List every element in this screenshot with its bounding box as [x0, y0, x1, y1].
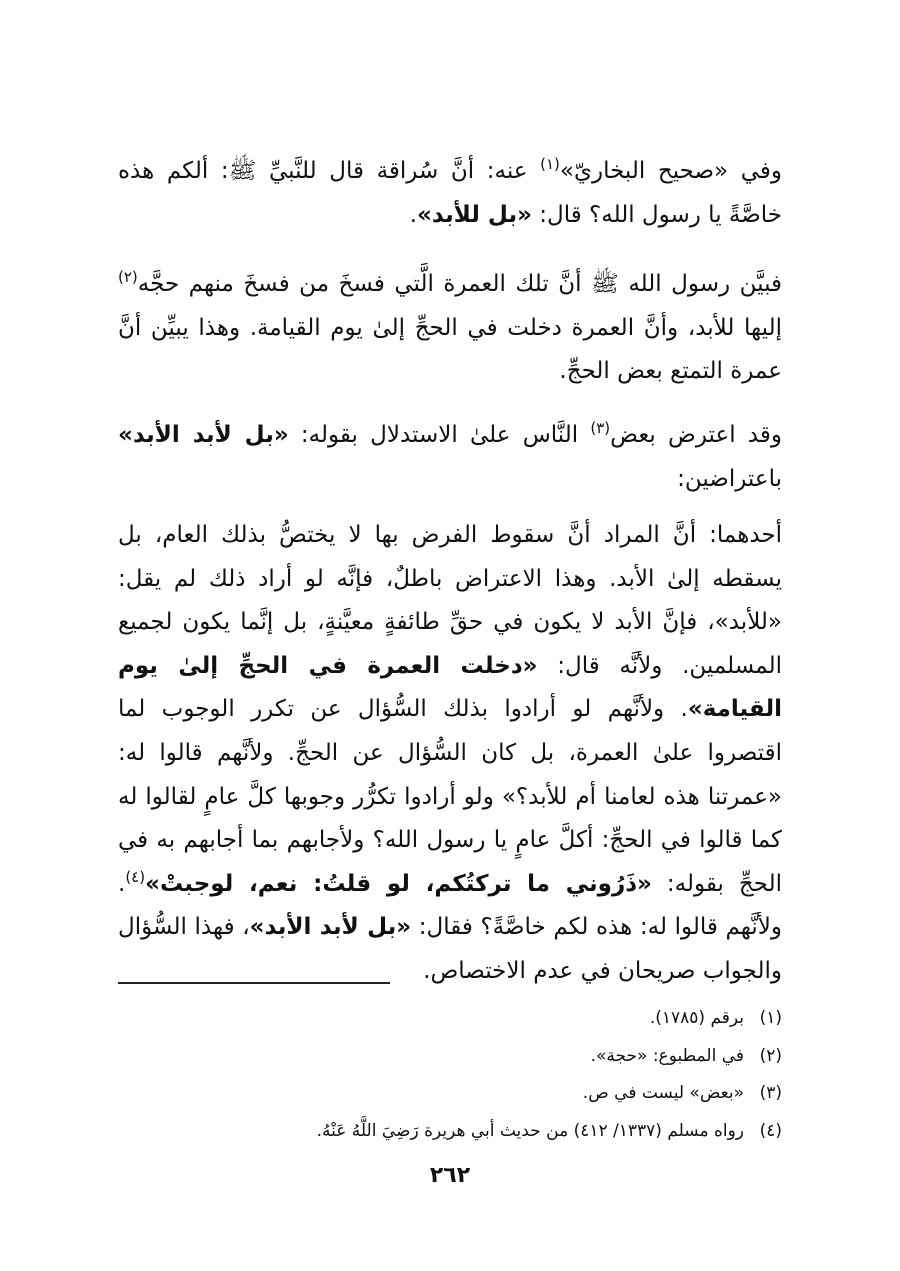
text: . ولأنَّهم لو أرادوا بذلك السُّؤال عن تكرر الوجوب لما اقتصروا علىٰ العمرة، بل كان السُّؤال عن الحجِّ. ولأنَّهم قالوا له: «عمرتنا هذه لعامنا أم للأبد؟» ولو أرادوا تكرُّر وجوبها كلَّ عامٍ لقالوا له كما قالوا في الحجِّ: أكلَّ عامٍ يا رسول الله؟ ولأجابهم بما أجابهم به في الحجِّ بقوله: [118, 696, 782, 897]
footnote-number: (٣) [759, 1083, 782, 1103]
footnote-text: برقم (١٧٨٥). [649, 1008, 744, 1028]
footnote-number: (٢) [759, 1045, 782, 1066]
footnote-3 [118, 1075, 782, 1113]
text: فبيَّن رسول الله ﷺ أنَّ تلك العمرة الَّتي فسخَ من فسخَ منهم حجَّه [137, 271, 782, 297]
footnote-text: «بعض» ليست في ص. [582, 1083, 744, 1103]
footnote-separator [118, 982, 390, 984]
paragraph-1 [118, 150, 782, 237]
text: . ولأنَّهم قالوا له: هذه لكم خاصَّةً؟ فقال: [118, 870, 782, 941]
paragraph-2 [118, 263, 782, 394]
hadith-quote: «دخلت العمرة في الحجِّ إلىٰ يوم القيامة» [118, 652, 782, 723]
text: ، فهذا السُّؤال والجواب صريحان في عدم الاختصاص. [118, 914, 782, 984]
text: إليها للأبد، وأنَّ العمرة دخلت في الحجِّ إلىٰ يوم القيامة. وهذا يبيِّن أنَّ عمرة التمتع بعض الحجِّ. [118, 314, 782, 385]
text: وفي «صحيح البخاريّ» [559, 158, 782, 184]
text: باعتراضين: [677, 465, 782, 492]
footnote-number: (٤) [759, 1120, 782, 1141]
page-number: ٢٦٢ [429, 1163, 471, 1188]
hadith-quote: «بل لأبد الأبد» [249, 914, 412, 941]
footnote-ref-2[interactable]: (٢) [118, 268, 138, 286]
footnote-1 [118, 1000, 782, 1038]
hadith-quote: «بل للأبد» [417, 201, 532, 228]
text: أحدهما: أنَّ المراد أنَّ سقوط الفرض بها لا يختصُّ بذلك العام، بل يسقطه إلىٰ الأبد. وهذا الاعتراض باطلٌ، فإنَّه لو أراد ذلك لم يقل: «للأبد»، فإنَّ الأبد لا يكون في حقِّ طائفةٍ معيَّنةٍ، بل إنَّما يكون لجميع المسلمين. ولأنَّه قال: [118, 522, 782, 679]
text: عنه: أنَّ سُراقة قال للنَّبيِّ ﷺ: ألكم هذه خاصَّةً يا رسول الله؟ قال: [118, 158, 782, 228]
footnote-4 [118, 1113, 782, 1151]
text: . [409, 201, 418, 228]
footnote-number: (١) [759, 1008, 782, 1028]
footnote-ref-4[interactable]: (٤) [125, 867, 146, 886]
hadith-quote: «بل لأبد الأبد» [118, 422, 289, 448]
paragraph-4 [118, 514, 782, 994]
paragraph-3 [118, 414, 782, 501]
footnote-ref-1[interactable]: (١) [540, 155, 560, 173]
hadith-quote: «ذَرُوني ما تركتُكم، لو قلتُ: نعم، لوجبتْ» [145, 870, 652, 897]
text: وقد اعترض بعض [610, 422, 782, 448]
footnote-2 [118, 1038, 782, 1076]
footnote-ref-3[interactable]: (٣) [590, 419, 611, 437]
footnote-text: رواه مسلم (١٣٣٧/ ٤١٢) من حديث أبي هريرة رَضِيَ اللَّهُ عَنْهُ. [316, 1120, 744, 1141]
text: النَّاس علىٰ الاستدلال بقوله: [288, 422, 591, 448]
footnote-text: في المطبوع: «حجة». [590, 1045, 744, 1066]
footnotes-list [118, 1000, 782, 1150]
